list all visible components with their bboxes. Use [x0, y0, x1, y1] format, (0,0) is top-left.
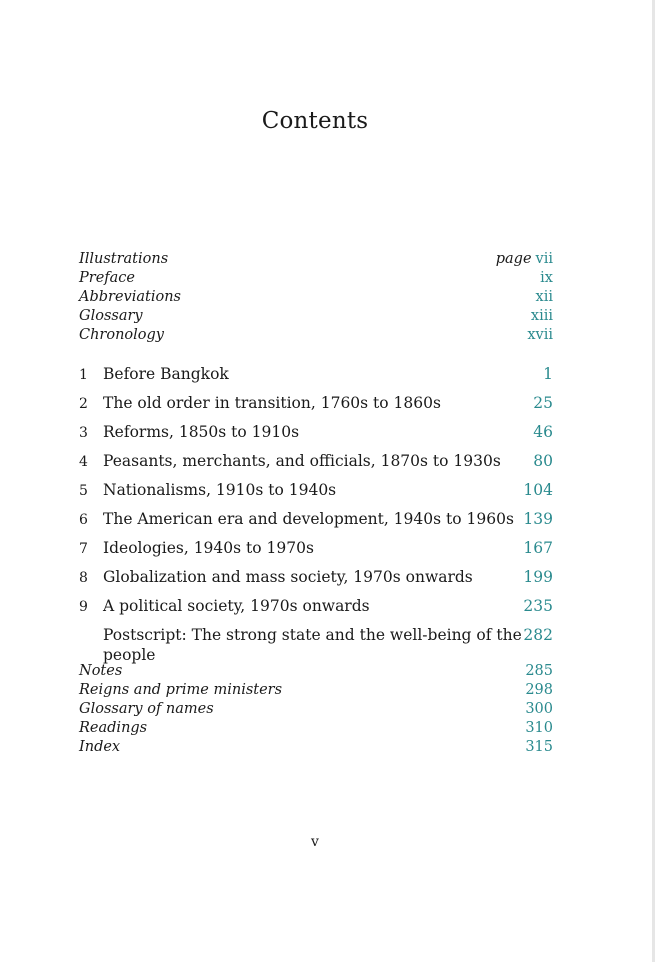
- chapter-number: 5: [79, 483, 88, 499]
- toc-entry-chapter-8[interactable]: [79, 567, 553, 596]
- chapter-list: [79, 364, 553, 664]
- toc-entry-glossary-of-names[interactable]: [79, 700, 553, 719]
- page-number: 25: [533, 394, 553, 412]
- toc-entry-chronology[interactable]: [79, 326, 553, 345]
- toc-entry-chapter-5[interactable]: [79, 480, 553, 509]
- entry-label: Index: [79, 739, 121, 755]
- entry-label: Illustrations: [79, 251, 169, 267]
- toc-entry-illustrations[interactable]: [79, 250, 553, 269]
- toc-entry-chapter-1[interactable]: [79, 364, 553, 393]
- page-number: 1: [543, 365, 553, 383]
- page-prefix: page: [495, 251, 532, 267]
- toc-entry-postscript[interactable]: [79, 625, 553, 664]
- toc-entry-reigns[interactable]: [79, 681, 553, 700]
- chapter-title: Ideologies, 1940s to 1970s: [103, 539, 314, 557]
- toc-entry-abbreviations[interactable]: [79, 288, 553, 307]
- chapter-title: Reforms, 1850s to 1910s: [103, 423, 300, 441]
- entry-label: Notes: [79, 663, 123, 679]
- entry-label: Glossary: [79, 308, 143, 324]
- page-number: 298: [525, 682, 553, 698]
- toc-entry-readings[interactable]: [79, 719, 553, 738]
- page-number: xiii: [530, 308, 553, 324]
- page-number: xvii: [527, 327, 553, 343]
- toc-entry-notes[interactable]: [79, 662, 553, 681]
- toc-entry-preface[interactable]: [79, 269, 553, 288]
- entry-label: Preface: [79, 270, 135, 286]
- chapter-number: 6: [79, 512, 88, 528]
- page-number: 167: [523, 539, 553, 557]
- entry-label: Glossary of names: [79, 701, 214, 717]
- chapter-title: Postscript: The strong state and the well-being of the people: [103, 626, 522, 664]
- toc-entry-index[interactable]: [79, 738, 553, 757]
- front-matter-list: [79, 250, 553, 345]
- toc-entry-glossary[interactable]: [79, 307, 553, 326]
- chapter-title: Globalization and mass society, 1970s onwards: [103, 568, 473, 586]
- chapter-number: 8: [79, 570, 88, 586]
- page-number: ix: [540, 270, 553, 286]
- chapter-title: Nationalisms, 1910s to 1940s: [103, 481, 337, 499]
- page-number: 300: [525, 701, 553, 717]
- toc-entry-chapter-2[interactable]: [79, 393, 553, 422]
- toc-entry-chapter-3[interactable]: [79, 422, 553, 451]
- chapter-number: 4: [79, 454, 88, 470]
- chapter-number: 1: [79, 367, 88, 383]
- page-number: xii: [535, 289, 553, 305]
- page-number: 199: [523, 568, 553, 586]
- chapter-number: 7: [79, 541, 88, 557]
- entry-label: Reigns and prime ministers: [79, 682, 283, 698]
- page-number: 80: [533, 452, 553, 470]
- page-number: vii: [535, 251, 553, 267]
- toc-entry-chapter-9[interactable]: [79, 596, 553, 625]
- entry-label: Chronology: [79, 327, 165, 343]
- page-number: 282: [523, 626, 553, 644]
- chapter-title: Before Bangkok: [103, 365, 229, 383]
- page-number: 285: [525, 663, 553, 679]
- back-matter-list: [79, 662, 553, 757]
- entry-label: Readings: [79, 720, 148, 736]
- chapter-number: 2: [79, 396, 88, 412]
- page-title: Contents: [261, 108, 369, 134]
- chapter-number: 9: [79, 599, 88, 615]
- page-number: 139: [523, 510, 553, 528]
- chapter-title: The old order in transition, 1760s to 1860s: [103, 394, 441, 412]
- page-number: 315: [525, 739, 553, 755]
- chapter-title: Peasants, merchants, and officials, 1870s to 1930s: [103, 452, 501, 470]
- page-number: 46: [533, 423, 553, 441]
- chapter-title: A political society, 1970s onwards: [103, 597, 370, 615]
- toc-entry-chapter-7[interactable]: [79, 538, 553, 567]
- page-folio: v: [311, 834, 319, 850]
- page-number: 104: [523, 481, 553, 499]
- page-number: 310: [525, 720, 553, 736]
- page-number: 235: [523, 597, 553, 615]
- toc-entry-chapter-4[interactable]: [79, 451, 553, 480]
- chapter-title: The American era and development, 1940s to 1960s: [103, 510, 514, 528]
- toc-entry-chapter-6[interactable]: [79, 509, 553, 538]
- entry-label: Abbreviations: [79, 289, 181, 305]
- chapter-number: 3: [79, 425, 88, 441]
